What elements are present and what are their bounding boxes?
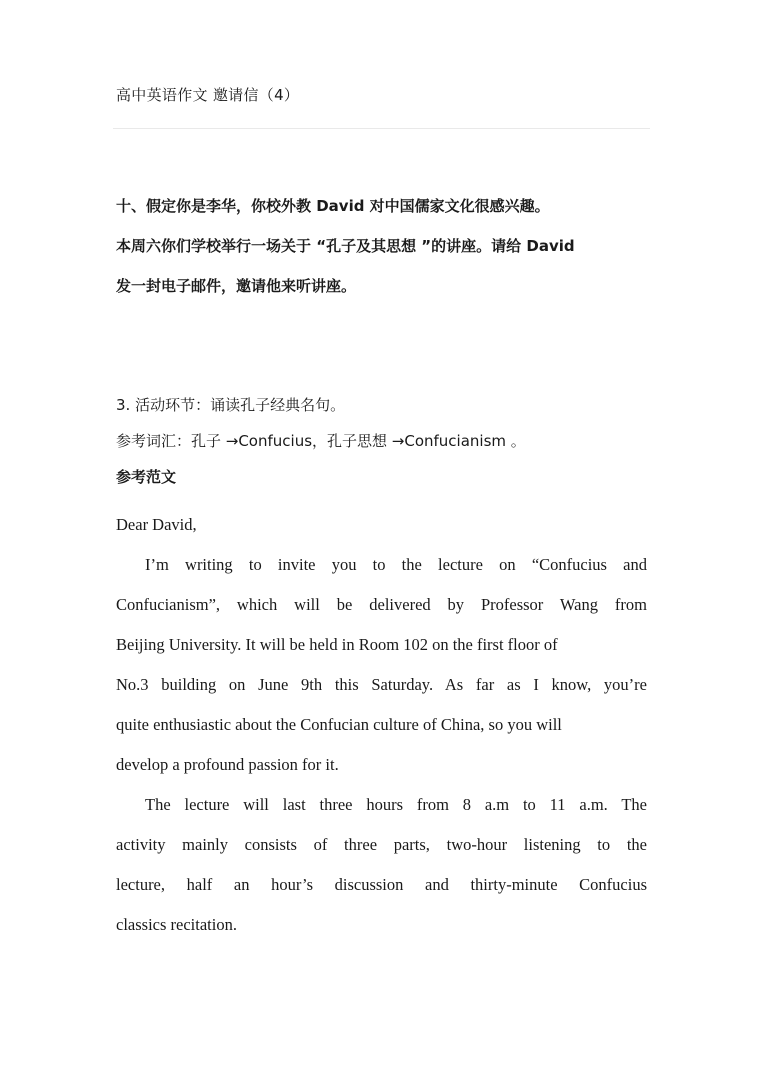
paragraph-1-line: I’m writing to invite you to the lecture on “Confucius and <box>145 555 647 574</box>
paragraph-1-line: Confucianism”, which will be delivered by Professor Wang from <box>116 595 647 614</box>
paragraph-1-line: Beijing University. It will be held in Room 102 on the first floor of <box>116 635 558 654</box>
letter-paragraph-1 <box>116 545 647 785</box>
letter-paragraph-2 <box>116 785 647 945</box>
page-title: 高中英语作文 邀请信（4） <box>116 86 300 104</box>
paragraph-2-line: The lecture will last three hours from 8 a.m to 11 a.m. The <box>145 795 647 814</box>
paragraph-2-line: lecture, half an hour’s discussion and thirty-minute Confucius <box>116 875 647 894</box>
paragraph-1-line: No.3 building on June 9th this Saturday. As far as I know, you’re <box>116 675 647 694</box>
sample-essay-heading: 参考范文 <box>116 468 177 486</box>
title-divider <box>113 128 650 129</box>
paragraph-2-line: activity mainly consists of three parts, two-hour listening to the <box>116 835 647 854</box>
paragraph-1-line: quite enthusiastic about the Confucian culture of China, so you will <box>116 715 562 734</box>
activity-note: 3. 活动环节：诵读孔子经典名句。 <box>116 396 346 414</box>
task-line-3: 发一封电子邮件，邀请他来听讲座。 <box>116 277 357 295</box>
paragraph-2-line: classics recitation. <box>116 915 237 934</box>
letter-greeting: Dear David, <box>116 515 197 534</box>
sample-letter <box>116 505 647 945</box>
paragraph-1-line: develop a profound passion for it. <box>116 755 339 774</box>
task-line-2: 本周六你们学校举行一场关于 “孔子及其思想 ”的讲座。请给 David <box>116 237 575 255</box>
task-notes <box>116 387 651 495</box>
vocabulary-note: 参考词汇：孔子 →Confucius，孔子思想 →Confucianism 。 <box>116 432 526 450</box>
writing-task-prompt <box>116 186 651 306</box>
task-line-1: 十、假定你是李华，你校外教 David 对中国儒家文化很感兴趣。 <box>116 197 550 215</box>
